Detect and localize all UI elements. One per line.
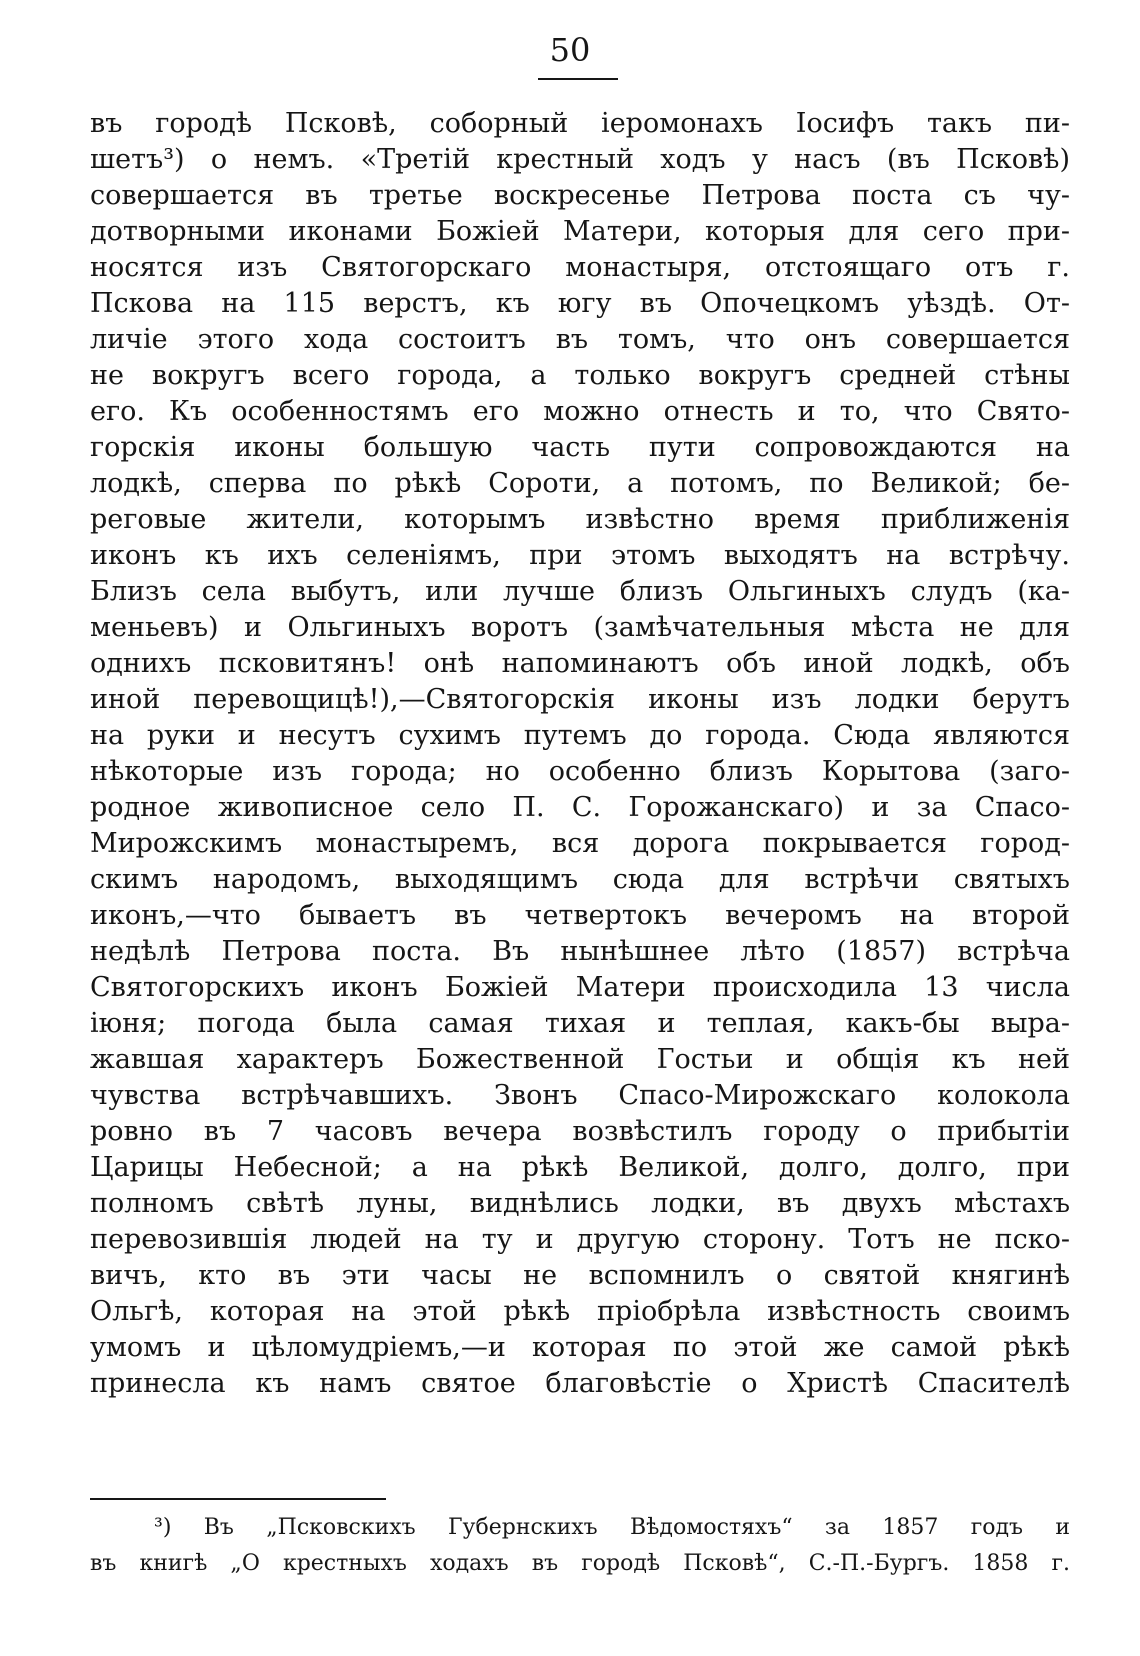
text-line: Близъ села выбутъ, или лучше близъ Ольгиныхъ слудъ (ка-: [90, 576, 1070, 607]
text-line: умомъ и цѣломудріемъ,—и которая по этой же самой рѣкѣ: [90, 1332, 1070, 1363]
text-line: скимъ народомъ, выходящимъ сюда для встрѣчи святыхъ: [90, 864, 1070, 895]
text-line: личіе этого хода состоитъ въ томъ, что онъ совершается: [90, 324, 1070, 355]
text-line: недѣлѣ Петрова поста. Въ нынѣшнее лѣто (1857) встрѣча: [90, 936, 1070, 967]
text-line: иной перевощицѣ!),—Святогорскія иконы изъ лодки берутъ: [90, 684, 1070, 715]
text-line: однихъ псковитянъ! онѣ напоминаютъ объ иной лодкѣ, объ: [90, 648, 1070, 679]
text-line: родное живописное село П. С. Горожанскаго) и за Спасо-: [90, 792, 1070, 823]
body-text: [90, 106, 1070, 1402]
text-line: вичъ, кто въ эти часы не вспомнилъ о святой княгинѣ: [90, 1260, 1070, 1291]
text-line: иконъ,—что бываетъ въ четвертокъ вечеромъ на второй: [90, 900, 1070, 931]
text-line: іюня; погода была самая тихая и теплая, какъ-бы выра-: [90, 1008, 1070, 1039]
text-line: иконъ къ ихъ селеніямъ, при этомъ выходятъ на встрѣчу.: [90, 540, 1070, 571]
text-line: меньевъ) и Ольгиныхъ воротъ (замѣчательныя мѣста не для: [90, 612, 1070, 643]
text-line: ровно въ 7 часовъ вечера возвѣстилъ городу о прибытіи: [90, 1116, 1070, 1147]
text-line: реговые жители, которымъ извѣстно время приближенія: [90, 504, 1070, 535]
footnote-separator: [90, 1498, 386, 1500]
text-line: въ городѣ Псковѣ, соборный іеромонахъ Іосифъ такъ пи-: [90, 108, 1070, 139]
text-line: полномъ свѣтѣ луны, виднѣлись лодки, въ двухъ мѣстахъ: [90, 1188, 1070, 1219]
text-line: Святогорскихъ иконъ Божіей Матери происходила 13 числа: [90, 972, 1070, 1003]
footnote: [90, 1510, 1070, 1582]
text-line: Пскова на 115 верстъ, къ югу въ Опочецкомъ уѣздѣ. От-: [90, 288, 1070, 319]
text-line: носятся изъ Святогорскаго монастыря, отстоящаго отъ г.: [90, 252, 1070, 283]
text-line: перевозившія людей на ту и другую сторону. Тотъ не пско-: [90, 1224, 1070, 1255]
text-line: лодкѣ, сперва по рѣкѣ Сороти, а потомъ, по Великой; бе-: [90, 468, 1070, 499]
text-line: Ольгѣ, которая на этой рѣкѣ пріобрѣла извѣстность своимъ: [90, 1296, 1070, 1327]
text-line: шетъ³) о немъ. «Третій крестный ходъ у насъ (въ Псковѣ): [90, 144, 1070, 175]
text-line: совершается въ третье воскресенье Петрова поста съ чу-: [90, 180, 1070, 211]
text-line: на руки и несутъ сухимъ путемъ до города. Сюда являются: [90, 720, 1070, 751]
text-line: нѣкоторые изъ города; но особенно близъ Корытова (заго-: [90, 756, 1070, 787]
footnote-line: ³) Въ „Псковскихъ Губернскихъ Вѣдомостяхъ“ за 1857 годъ и: [154, 1515, 1070, 1540]
text-line: принесла къ намъ святое благовѣстіе о Христѣ Спасителѣ: [90, 1368, 1070, 1399]
text-line: Мирожскимъ монастыремъ, вся дорога покрывается город-: [90, 828, 1070, 859]
text-line: Царицы Небесной; а на рѣкѣ Великой, долго, долго, при: [90, 1152, 1070, 1183]
text-line: его. Къ особенностямъ его можно отнесть и то, что Свято-: [90, 396, 1070, 427]
page-number: 50: [549, 31, 591, 69]
text-line: чувства встрѣчавшихъ. Звонъ Спасо-Мирожскаго колокола: [90, 1080, 1070, 1111]
text-line: горскія иконы большую часть пути сопровождаются на: [90, 432, 1070, 463]
text-line: не вокругъ всего города, а только вокругъ средней стѣны: [90, 360, 1070, 391]
text-line: дотворными иконами Божіей Матери, которыя для сего при-: [90, 216, 1070, 247]
page-number-underline: [538, 78, 618, 80]
footnote-line: въ книгѣ „О крестныхъ ходахъ въ городѣ Псковѣ“, С.-П.-Бургъ. 1858 г.: [90, 1551, 1070, 1576]
text-line: жавшая характеръ Божественной Гостьи и общія къ ней: [90, 1044, 1070, 1075]
